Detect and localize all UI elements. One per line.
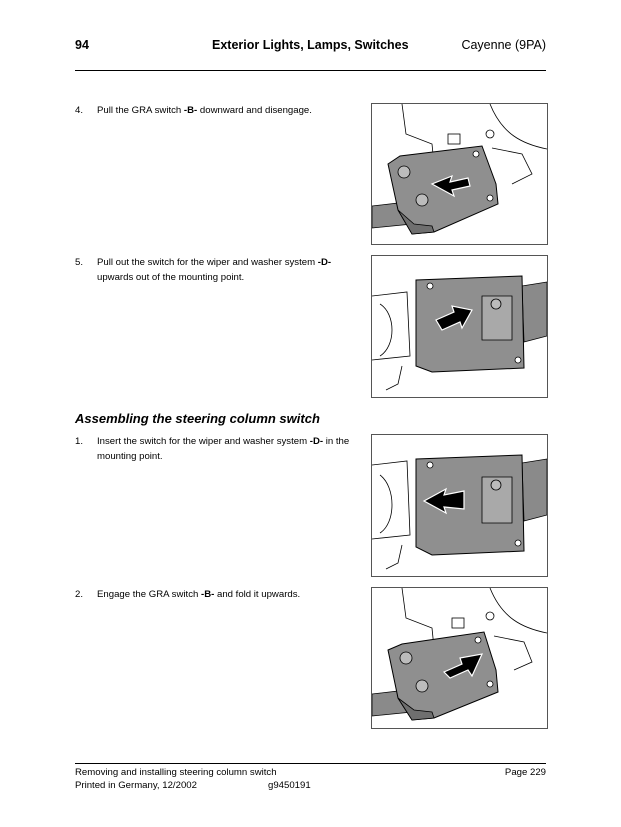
footer-doc-number: g9450191 <box>268 780 311 791</box>
wiper-switch-diagram <box>372 256 547 397</box>
footer-printed: Printed in Germany, 12/2002 <box>75 780 197 791</box>
step-number: 4. <box>75 105 84 116</box>
step-text <box>97 587 365 602</box>
part-ref-d: -D- <box>317 257 332 268</box>
footer-page: Page 229 <box>504 767 546 778</box>
footer-rule <box>75 763 546 764</box>
step-number: 1. <box>75 436 84 447</box>
footer-procedure: Removing and installing steering column switch <box>75 767 277 778</box>
figure-wiper-switch-install <box>371 434 548 577</box>
step-text <box>97 103 365 118</box>
step-text-start: Pull out the switch for the wiper and washer system <box>97 257 318 268</box>
step-number: 5. <box>75 257 84 268</box>
step-text-end: downward and disengage. <box>197 105 312 116</box>
vehicle-model: Cayenne (9PA) <box>461 38 546 52</box>
step-number: 2. <box>75 589 84 600</box>
wiper-switch-diagram <box>372 435 547 576</box>
part-ref-d: -D- <box>309 436 324 447</box>
figure-gra-switch-remove <box>371 103 548 245</box>
figure-wiper-switch-remove <box>371 255 548 398</box>
header-rule <box>75 70 546 71</box>
step-text-start: Pull the GRA switch <box>97 105 184 116</box>
step-text <box>97 255 365 285</box>
step-text-start: Insert the switch for the wiper and washer system <box>97 436 310 447</box>
figure-gra-switch-install <box>371 587 548 729</box>
page-number: 94 <box>75 38 89 52</box>
chapter-title: Exterior Lights, Lamps, Switches <box>212 38 409 52</box>
step-text-end: and fold it upwards. <box>214 589 301 600</box>
step-text <box>97 434 365 464</box>
step-text-end: upwards out of the mounting point. <box>97 272 245 283</box>
part-ref-b: -B- <box>183 105 198 116</box>
section-heading: Assembling the steering column switch <box>75 411 320 426</box>
step-text-start: Engage the GRA switch <box>97 589 201 600</box>
part-ref-b: -B- <box>201 589 215 600</box>
gra-switch-diagram <box>372 588 547 728</box>
step-text-end: in the mounting point. <box>97 436 350 462</box>
gra-switch-diagram <box>372 104 547 244</box>
